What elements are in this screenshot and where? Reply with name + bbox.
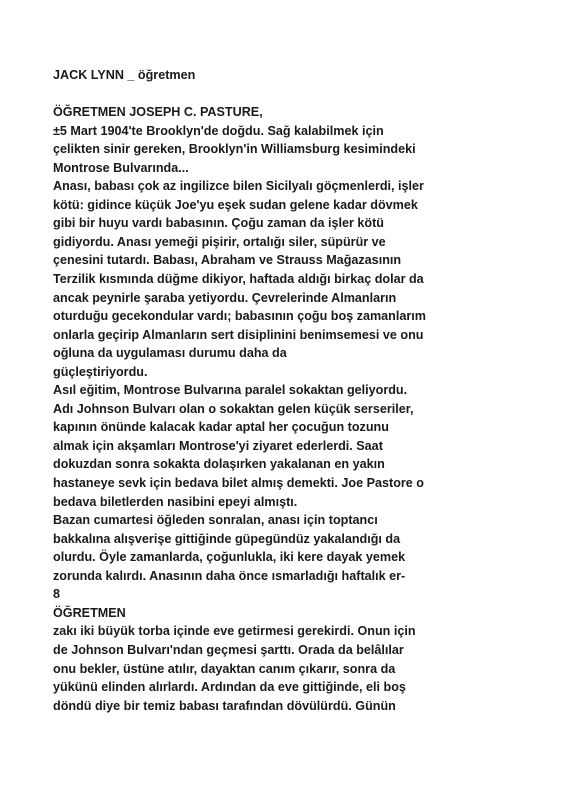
text-line: Asıl eğitim, Montrose Bulvarına paralel sokaktan geliyordu. <box>53 383 408 398</box>
document-text <box>53 66 533 715</box>
text-line: kötü: gidince küçük Joe'yu eşek sudan gelene kadar dövmek <box>53 197 418 212</box>
text-line: almak için akşamları Montrose'yi ziyaret ederlerdi. Saat <box>53 438 383 453</box>
text-line: ancak peynirle şaraba yetiyordu. Çevrelerinde Almanların <box>53 290 397 305</box>
text-line: Bazan cumartesi öğleden sonralan, anası için toptancı <box>53 513 378 528</box>
text-line: Montrose Bulvarında... <box>53 160 189 175</box>
text-line: oğluna da uygulaması durumu daha da <box>53 346 287 361</box>
text-line: güçleştiriyordu. <box>53 364 148 379</box>
blank-line <box>53 85 533 104</box>
page-number: 8 <box>53 587 61 602</box>
text-line: Adı Johnson Bulvarı olan o sokaktan gelen küçük serseriler, <box>53 401 414 416</box>
text-line: çenesini tutardı. Babası, Abraham ve Strauss Mağazasının <box>53 253 402 268</box>
text-line: hastaneye sevk için bedava bilet almış demekti. Joe Pastore o <box>53 476 424 491</box>
text-line: olurdu. Öyle zamanlarda, çoğunlukla, iki kere dayak yemek <box>53 550 406 565</box>
chapter-title: ÖĞRETMEN JOSEPH C. PASTURE, <box>53 105 263 120</box>
text-line: çelikten sinir gereken, Brooklyn'in Williamsburg kesimindeki <box>53 142 416 157</box>
text-line: Anası, babası çok az ingilizce bilen Sicilyalı göçmenlerdi, işler <box>53 179 424 194</box>
text-line: oturduğu gecekondular vardı; babasının çoğu boş zamanlarım <box>53 309 426 324</box>
text-line: de Johnson Bulvarı'ndan geçmesi şarttı. Orada da belâlılar <box>53 642 404 657</box>
text-line: onu bekler, üstüne atılır, dayaktan canım çıkarır, sonra da <box>53 661 396 676</box>
text-line: Terzilik kısmında düğme dikiyor, haftada aldığı birkaç dolar da <box>53 272 424 287</box>
text-line: gibi bir huyu vardı babasının. Çoğu zaman da işler kötü <box>53 216 384 231</box>
text-line: gidiyordu. Anası yemeği pişirir, ortalığı siler, süpürür ve <box>53 234 386 249</box>
text-line: zorunda kalırdı. Anasının daha önce ısmarladığı haftalık er- <box>53 568 406 583</box>
text-line: bedava biletlerden nasibini epeyi almıştı. <box>53 494 298 509</box>
text-line: bakkalına alışverişe gittiğinde güpegündüz yakalandığı da <box>53 531 401 546</box>
document-header: JACK LYNN _ öğretmen <box>53 68 196 82</box>
running-head: ÖĞRETMEN <box>53 605 126 620</box>
text-line: dokuzdan sonra sokakta dolaşırken yakalanan en yakın <box>53 457 385 472</box>
text-line: döndü diye bir temiz babası tarafından dövülürdü. Günün <box>53 698 396 713</box>
text-line: kapının önünde kalacak kadar aptal her çocuğun tozunu <box>53 420 389 435</box>
text-line: onlarla geçirip Almanların sert disiplinini benimsemesi ve onu <box>53 327 424 342</box>
text-line: ±5 Mart 1904'te Brooklyn'de doğdu. Sağ kalabilmek için <box>53 123 384 138</box>
text-line: yükünü elinden alırlardı. Ardından da eve gittiğinde, eli boş <box>53 680 406 695</box>
text-line: zakı iki büyük torba içinde eve getirmesi gerekirdi. Onun için <box>53 624 416 639</box>
